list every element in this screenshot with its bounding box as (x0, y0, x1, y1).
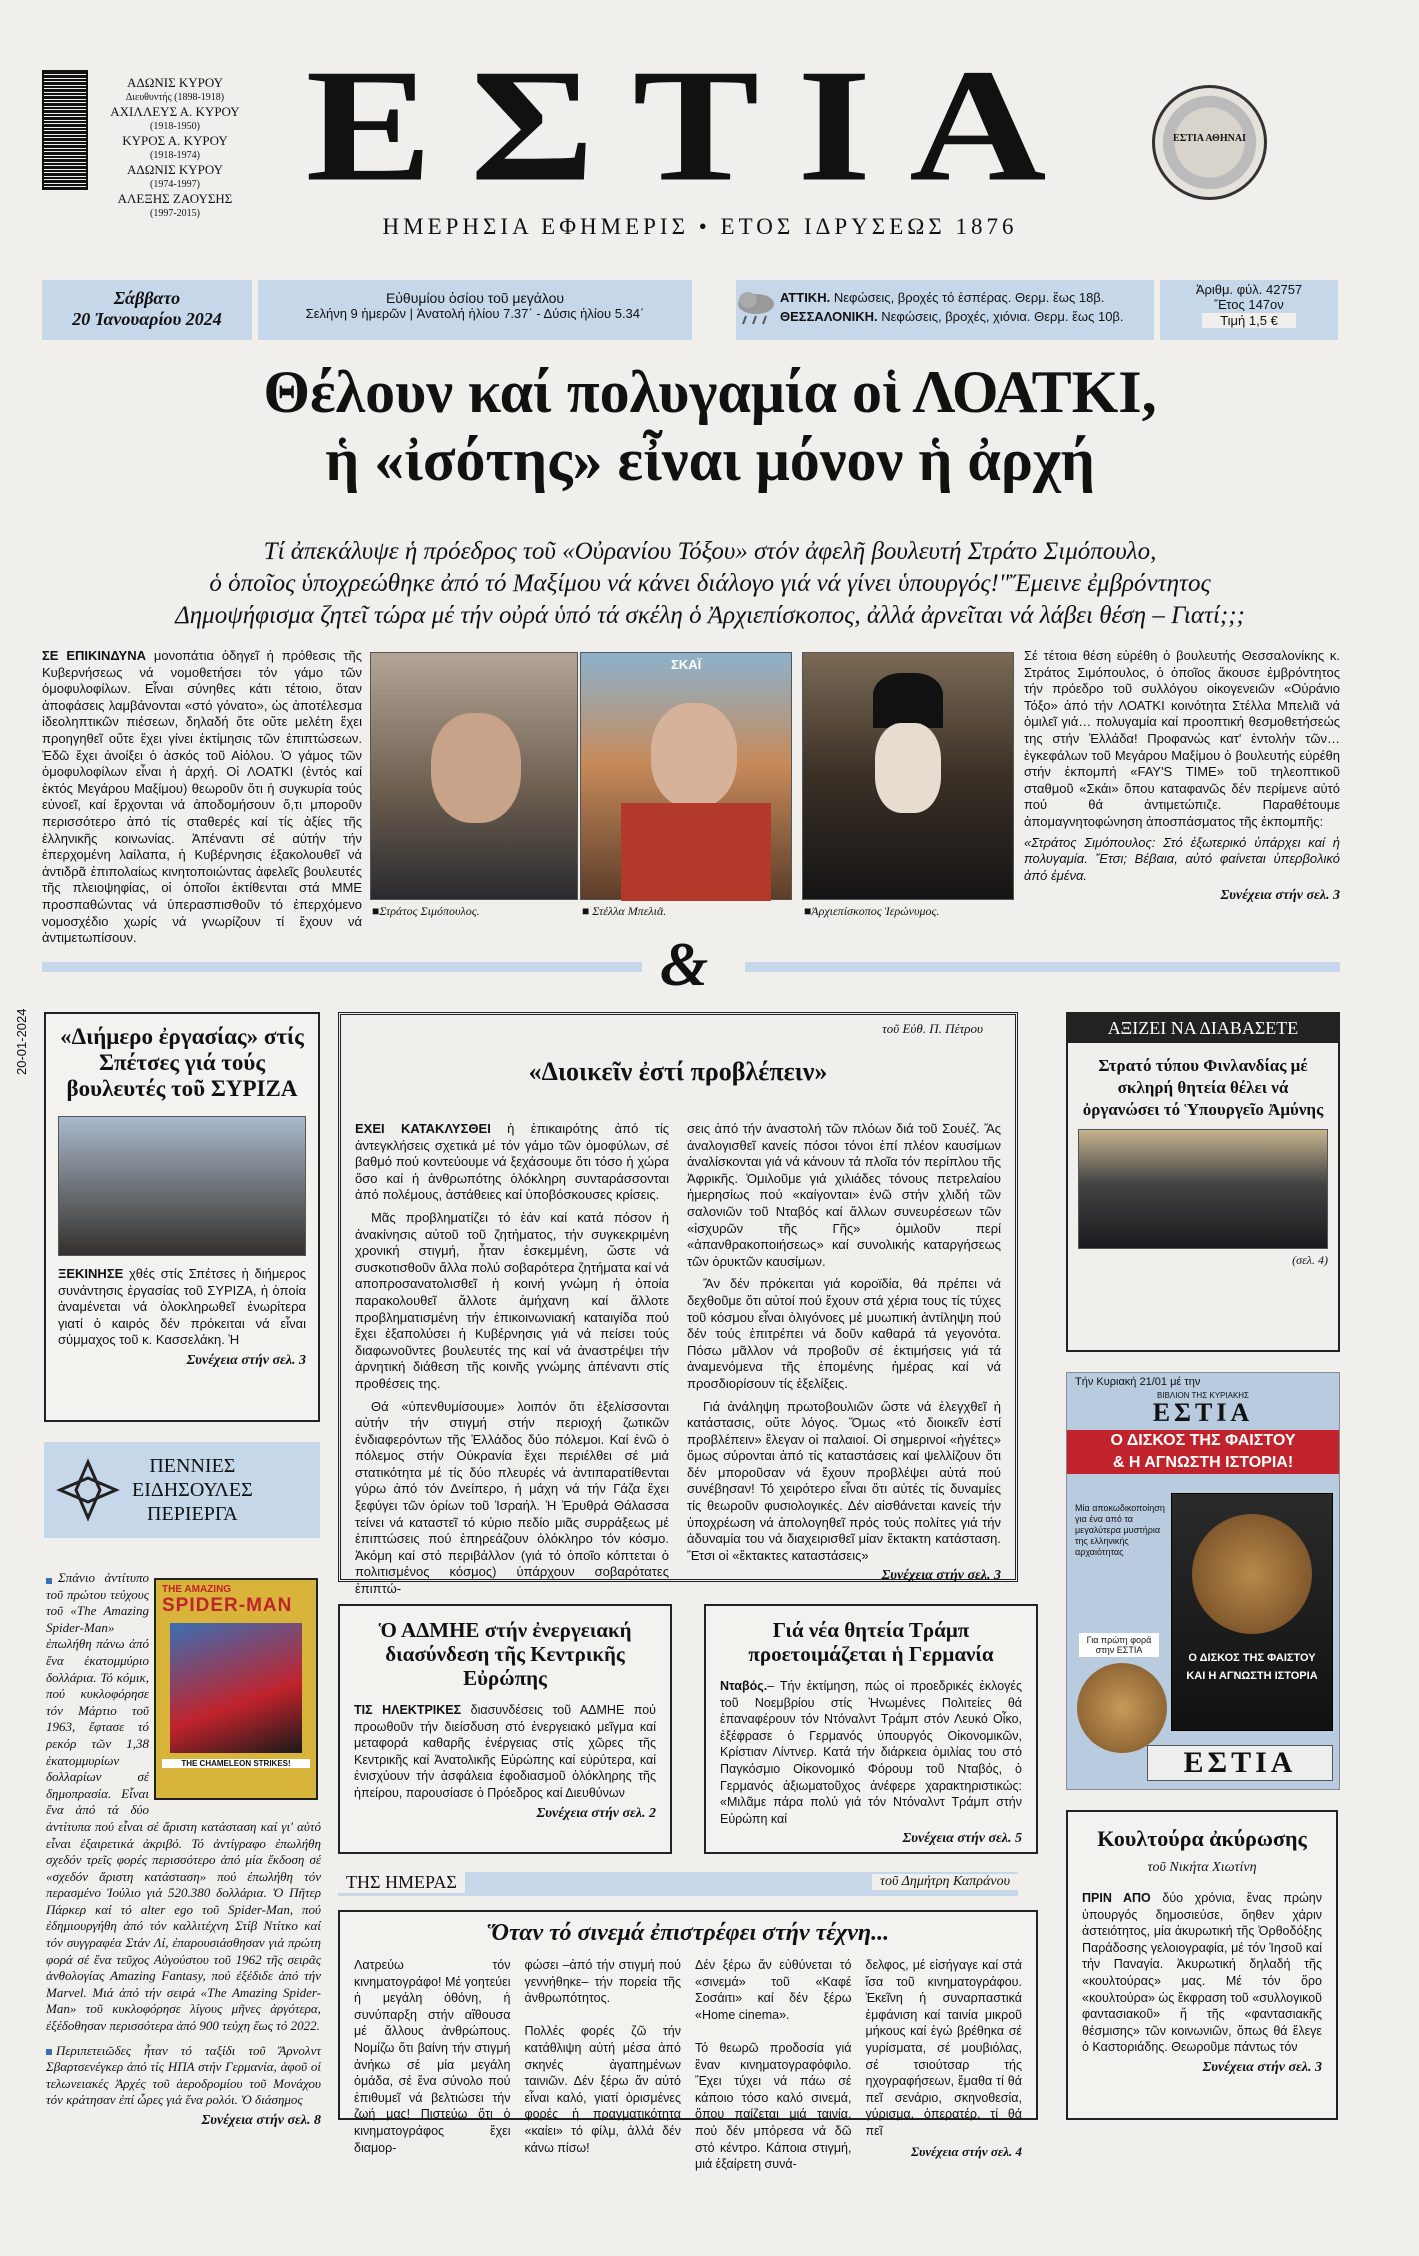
caption-ieronymos: ■Ἀρχιεπίσκοπος Ἱερώνυμος. (804, 904, 940, 918)
masthead-subtitle: ΗΜΕΡΗΣΙΑ ΕΦΗΜΕΡΙΣ • ΕΤΟΣ ΙΔΡΥΣΕΩΣ 1876 (382, 214, 1018, 239)
divider-right (745, 962, 1340, 972)
disc-image (1077, 1663, 1167, 1753)
promo-phaistos: Τήν Κυριακή 21/01 μέ την ΒΙΒΛΙΟΝ ΤΗΣ ΚΥΡΙΑΚΗΣ ΕΣΤΙΑ Ο ΔΙΣΚΟΣ ΤΗΣ ΦΑΙΣΤΟΥ & Η ΑΓΝΩΣΤΗ ΙΣΤΟΡΙΑ! Μία αποκωδικοποίηση για ένα από τα μεγαλύτερα μυστήρια της ελληνικής αρχαιότητας Ο ΔΙΣΚΟΣ ΤΗΣ ΦΑΙΣΤΟΥ ΚΑΙ Η ΑΓΝΩΣΤΗ ΙΣΤΟΡΙΑ Για πρώτη φορά στην ΕΣΤΙΑ ΕΣΤΙΑ (1066, 1372, 1340, 1790)
ornament-icon (56, 1458, 120, 1522)
spetses-article: «Διήμερο ἐργασίας» στίς Σπέτσες γιά τούς βουλευτές τοῦ ΣΥΡΙΖΑ ΞΕΚΙΝΗΣΕ χθές στίς Σπέτσες ἡ διήμερος συνάντησις ἐργασίας τοῦ ΣΥΡΙΖΑ, ἡ ὁποία ἀναμένεται νά ὁλοκληρωθεῖ ἐνωρίτερα γιατί ὁ καιρός δέν πρόκειται νά εἶναι σύμμαχος τοῦ κ. Κασσελάκη. Ἡ Συνέχεια στήν σελ. 3 (44, 1012, 320, 1422)
photo-ministry (1078, 1129, 1328, 1249)
trump-article: Γιά νέα θητεία Τράμπ προετοιμάζεται ἡ Γερμανία Νταβός.– Τήν ἐκτίμηση, πώς οἱ προεδρικές ἐκλογές τοῦ Νοεμβρίου στίς Ἡνωμένες Πολιτείες θά ἐπαναφέρουν τόν Ντόναλντ Τράμπ στόν Λευκό Οἶκο, ἐξέφρασε ὁ Γερμανός ὑπουργός Οἰκονομικῶν, Κρίστιαν Λίντνερ. Κατά τήν διάρκεια ὁμιλίας του στό Παγκόσμιο Οἰκονομικό Φόρουμ τοῦ Νταβός, ὁ Γερμανός ἀξιωματοῦχος ἀνέφερε χαρακτηριστικώς: «Μιλᾶμε πάρα πολύ γιά τόν Ντόναλντ Τράμπ στήν Εὐρώπη καί Συνέχεια στήν σελ. 5 (704, 1604, 1038, 1854)
cloud-rain-icon (734, 288, 780, 328)
spiderman-text: Σπάνιο ἀντίτυπο τοῦ πρώτου τεύχους τοῦ «The Amazing Spider-Man» ἐπωλήθη πάνω ἀπό ἕνα ἑκατομμύριο δολλάρια. Τό κόμικ, πού κυκλοφόρησε τόν Μάρτιο τοῦ 1963, ἔφτασε τό ρεκόρ τῶν 1,38 ἑκατομμυρίων δολλαρίων σέ δημοπρασία. Εἶναι ἕνα ἀπό τά δύο ἀντίτυπα πού εἶναι σέ ἄριστη κατάσταση καί γι' αὐτό εἶναι ἐξαιρετικά ἀκριβό. Τό ἀντίγραφο ἐπωλήθη σχεδόν τρεῖς φορές περισσότερο ἀπό μία ἔκδοση σέ «σχεδόν ἄριστη κατάσταση» πού ἐπωλήθη τόν περασμένο Ἰούλιο γιά 520.380 δολλάρια. Ὁ Πῆτερ Πάρκερ καί τό alter ego τοῦ Spider-Man, πού ἐδημιουργήθη ἀπό τόν καλλιτέχνη Στίβ Ντίτκο καί τόν συγγραφέα Στάν Λί, ἐπαρουσιάσθησαν γιά πρώτη φορά σέ ἕνα τεῦχος Αὐγούστου τοῦ 1962 τῆς σειρᾶς ἀνθολογίας Amazing Fantasy, πού ἐξέδιδε ἀπό τήν Marvel. Μιά ἀπό τήν σειρά «The Amazing Spider-Man» τοῦ κυκλοφόρησε λίγους μῆνες ἀργότερα, ἐξέδοθησαν περισσότερα ἀπό 900 τεύχη ἕως τό 2022. Περιπετειῶδες ἦταν τό ταξίδι τοῦ Ἄρνολντ Σβαρτσενέγκερ ἀπό τίς ΗΠΑ στήν Γερμανία, ἀφοῦ οἱ τελωνειακές Ἀρχές τοῦ ἀεροδρομίου τοῦ Μονάχου τόν κράτησαν ἐπί ὧρες γιά ἕνα ρολόι. Ὁ διάσημος Συνέχεια στήν σελ. 8 (46, 1570, 321, 2128)
lead-left-column: ΣΕ ΕΠΙΚΙΝΔΥΝΑ μονοπάτια ὁδηγεῖ ἡ πρόθεσις τῆς Κυβερνήσεως νά νομοθετήσει τόν γάμο τῶν ὁμοφυλοφίλων. Εἶναι σύνηθες κάτι τέτοιο, ὅταν ἀποφάσεις λαμβάνονται «στό γόνατο», ὡς ἀποτέλεσμα ἰδεοληπτικῶν πιέσεων, δηλαδή ὅτε οὔτε μελέτη ἔχει προηγηθεῖ οὔτε ἔχει γίνει ἐκτίμησις τῶν ἐπιπτώσεων. Ἐδῶ ἔχει ἀνοίξει ὁ ἀσκός τοῦ Αἰόλου. Ὁ γάμος τῶν ὁμοφυλοφίλων εἶναι ἡ ἀρχή. Οἱ ΛΟΑΤΚΙ (ἐντός καί ἐκτός Μεγάρου Μαξίμου) θεωροῦν ὅτι ἡ συγκυρία τούς εὐνοεῖ, καί ἔρχονται νά ἀποδομήσουν ὅ,τι μποροῦν περισσότερο ἀπό τίς σταθερές καί τίς ἀξίες τῆς ἑλληνικῆς κοινωνίας. Ἀπέναντι σέ αὐτήν τήν ἐπερχομένη λαίλαπα, ἡ Κυβέρνησις ἐξακολουθεῖ νά ἀντιδρᾶ ἐπιπολαίως κινητοποιώντας ἀφελεῖς βουλευτές τῆς πλειοψηφίας, οἱ ὁποῖοι ἐκτίθενται στά ΜΜΕ προσπαθώντας νά ὑπερασπισθοῦν τό ἐπερχόμενο νομοσχέδιο χωρίς νά γνωρίζουν τί ἔχουν νά ἀντιμετωπίσουν. (42, 648, 362, 946)
side-date: 20-01-2024 (14, 1008, 29, 1075)
masthead-title: ΕΣΤΙΑ (305, 36, 1085, 216)
editorial-box: τοῦ Εὐθ. Π. Πέτρου «Διοικεῖν ἐστί προβλέπειν» ΕΧΕΙ ΚΑΤΑΚΛΥΣΘΕΙ ἡ ἐπικαιρότης ἀπό τίς ἀντεγκλήσεις σχετικά μέ τόν γάμο τῶν ὁμοφύλων, σέ βαθμό πού κοντεύουμε νά ξεχάσουμε ὅτι τόσο ἡ χώρα ὅσο καί ἡ ἀνθρωπότης ὁλόκληρη συνταράσσονται ἀπό πολέμους, ἀστάθειες καί ὑποβόσκουσες κρίσεις. Μᾶς προβληματίζει τό ἐάν καί κατά πόσον ἡ ἀνακίνησις αὐτοῦ τοῦ ζητήματος, τήν συγκεκριμένη χρονική στιγμή, ἦταν ἐσκεμμένη, ὥστε νά συσκοτισθοῦν ἄλλα πολύ σοβαρότερα ζητήματα καί νά αποπροσανατολισθεῖ ἡ κοινή γνώμη ἡ ὁποία παρακολουθεῖ ἄλλοτε ἀμήχανη καί ἄλλοτε προβληματισμένη τήν ἐπικοινωνιακή καταιγίδα πού ἔχει ἐξαπολύσει ἡ Κυβέρνησις γιά νά πείσει τούς διαφωνοῦντες βουλευτές της καί νά ἀναστρέψει τήν ἀρνητική διάθεση τῆς κοινῆς γνώμης ἀπέναντι στίς προθέσεις της. Θά «ὑπενθυμίσουμε» λοιπόν ὅτι ἐξελίσσονται αὐτήν τήν στιγμή στήν περιοχή ζωτικῶν ἐνδιαφερόντων τῆς Ἑλλάδος δύο πόλεμοι. Καί ἐνῶ ὁ πόλεμος στήν Οὐκρανία ἔχει περιέλθει σέ μιά στατικότητα μέ τίς δύο πλευρές νά ἀντιπαρατίθενται γύρω ἀπό τόν Δνείπερο, ἡ μάχη νά τήν Γάζα ἔχει ξεφύγει τῶν ὁρίων τοῦ Ἰσραήλ. Ἡ Ἐρυθρά Θάλασσα τείνει νά καταστεῖ τό κύριο πεδίο μιᾶς συρράξεως μέ ἐπιπτώσεις πού ἐπηρεάζουν ὁλόκληρο τόν κόσμο. Ἀκόμη καί στό περιβάλλον (γιά τό ὁποῖο κόπτεται ὁ πολιτισμένος κόσμος) ὑπάρχουν σοβαρότατες ἐπιπτώ- σεις ἀπό τήν ἀναστολή τῶν πλόων διά τοῦ Σουέζ. Ἄς ἀναλογισθεῖ κανείς πόσοι τόνοι ἐπί πλέον καυσίμων ἀναλίσκονται γιά νά κάνουν τά πλοῖα τόν περίπλου τῆς Ἀφρικῆς. Ὁμιλοῦμε γιά χιλιάδες τόνους πετρελαίου ἡμερησίως πού «καίγονται» ἐνῶ στήν χλιδή τῶν σαλονιῶν τοῦ Νταβός καί ἄλλων συνευρέσεων τῶν «ἰσχυρῶν τῆς Γῆς» ὁμιλοῦν περί «ἀπανθρακοποιήσεως» καί συνολικής καταργήσεως τῶν ὀρυκτῶν καυσίμων. Ἄν δέν πρόκειται γιά κοροϊδία, θά πρέπει νά δεχθοῦμε ὅτι αὐτοί πού ἔχουν στά χέρια τους τίς τύχες τοῦ κόσμου εἶναι ὀλιγόνοες μέ μυωπική ἀντίληψη πού δέν τούς ἐπιτρέπει νά δοῦν καθαρά τά γεγονότα. Πόσω μᾶλλον νά προβοῦν σέ ἐκτιμήσεις γιά τά ἀναμενόμενα τῆς ἐπομένης ἡμέρας καί νά προσδιορίσουν τίς ἐξελίξεις. Γιά ἀνάληψη πρωτοβουλιῶν ὥστε νά ἐλεγχθεῖ ἡ κατάστασις, οὔτε λόγος. Ὅμως «τό διοικεῖν ἐστί προβλέπειν» ἔλεγαν οἱ παλαιοί. Οἱ σημερινοί «ἡγέτες» ὅμως σύρονται ἀπό τίς καταστάσεις καί ψελλίζουν ὅτι δέν μποροῦσαν νά ἔχουν προβλέψει αὐτά πού συνέβησαν! Τό χειρότερο εἶναι ὅτι αὐτές τίς δυναμίες τίς θεωροῦν φυσιολογικές. Δέν αἰσθάνεται κανείς τήν ὑποχρέωση νά ἀπολογηθεῖ πρός τούς πολίτες γιά τήν ἀδυναμία του νά διαχειρισθεῖ μίαν ἔκτακτη κατάσταση. Ἔτσι οἱ «ἔκτακτες καταστάσεις» Συνέχεια στήν σελ. 3 (338, 1012, 1018, 1582)
ampersand-ornament: & (660, 931, 709, 999)
seal-logo: ΕΣΤΙΑ ΑΘΗΝΑΙ (1152, 85, 1267, 200)
lead-deck: Τί ἀπεκάλυψε ἡ πρόεδρος τοῦ «Οὐρανίου Τόξου» στόν ἀφελῆ βουλευτή Στράτο Σιμόπουλο, ὁ ὁποῖος ὑποχρεώθηκε ἀπό τό Μαξίμου νά κάνει διάλογο γιά νά γίνει ὑπουργός!"Ἔμεινε ἐμβρόντητος Δημοψήφισμα ζητεῖ τώρα μέ τήν οὐρά ὑπό τά σκέλη ὁ Ἀρχιεπίσκοπος, ἀλλά ἀρνεῖται νά λάβει θέση – Γιατί;;; (175, 538, 1245, 629)
photo-simopoulos (370, 652, 578, 900)
info-saint-box: Εὐθυμίου ὁσίου τοῦ μεγάλου Σελήνη 9 ἡμερῶν | Ἀνατολή ἡλίου 7.37΄ - Δύσις ἡλίου 5.34΄ (258, 280, 692, 340)
tis-imeras-bar: ΤΗΣ ΗΜΕΡΑΣ τοῦ Δημήτρη Καπράνου (338, 1872, 1018, 1896)
photo-mpelia: ΣΚΑΪ (580, 652, 792, 900)
lead-right-column: Σέ τέτοια θέση εὑρέθη ὁ βουλευτής Θεσσαλονίκης κ. Στράτος Σιμόπουλος, ὁ ὁποῖος ἄκουσε ἐμβρόντητος τήν πρόεδρο τοῦ συλλόγου οἰκογενειῶν «Οὐράνιο Τόξο» ἀπό τήν ΛΟΑΤΚΙ κοινότητα Στέλλα Μπελιᾶ νά ὁμιλεῖ γιά… πολυγαμία καί προοπτική θεσμοθετήσεώς της στήν Ἑλλάδα! Προφανώς κατ' ἐντολήν τῶν… ἐγκεφάλων τοῦ Μεγάρου Μαξίμου ὁ βουλευτής εὑρέθη στήν ἐκπομπή «FAY'S TIME» τοῦ τηλεοπτικοῦ σταθμοῦ «Σκάι» ὅπου καταφανῶς δέν περίμενε αὐτό πού θά ἀντιμετώπιζε. Παραθέτουμε ἀπομαγνητοφώνηση ἀποσπάσματος τῆς ἐκπομπῆς: «Στράτος Σιμόπουλος: Στό ἐξωτερικό ὑπάρχει καί ἡ πολυγαμία. Ἔτσι; Βέβαια, αὐτό φαίνεται ὑπερβολικό ἀπό ἐμένα. Συνέχεια στήν σελ. 3 (1024, 648, 1340, 904)
barcode (42, 70, 88, 190)
admie-article: Ὁ ΑΔΜΗΕ στήν ἐνεργειακή διασύνδεση τῆς Κεντρικῆς Εὐρώπης ΤΙΣ ΗΛΕΚΤΡΙΚΕΣ διασυνδέσεις τοῦ ΑΔΜΗΕ πού προωθοῦν τήν διείσδυση στό ἐνεργειακό μεῖγμα καί μεταφορά καθαρῆς ἐνέργειας στίς χῶρες τῆς Κεντρικῆς καί Ἀνατολικῆς Εὐρώπης καί εὐρύτερα, καί ἐνισχύουν τήν ἀσφάλεια ἐφοδιασμοῦ ὁλόκληρης τῆς ἠπείρου, παρουσίασε ὁ Πρόεδρος καί Διευθύνων Συνέχεια στήν σελ. 2 (338, 1604, 672, 1854)
info-weather-box: ΑΤΤΙΚΗ. Νεφώσεις, βροχές τό ἑσπέρας. Θερμ. ἕως 18β. ΘΕΣΣΑΛΟΝΙΚΗ. Νεφώσεις, βροχές, χιόνια. Θερμ. ἕως 10β. (736, 280, 1154, 340)
spiderman-cover: THE AMAZING SPIDER-MAN THE CHAMELEON STRIKES! (154, 1578, 318, 1800)
founders-list: ΑΔΩΝΙΣ ΚΥΡΟΥ Διευθυντής (1898-1918) ΑΧΙΛΛΕΥΣ Α. ΚΥΡΟΥ (1918-1950) ΚΥΡΟΣ Α. ΚΥΡΟΥ (1918-1974) ΑΔΩΝΙΣ ΚΥΡΟΥ (1974-1997) ΑΛΕΞΗΣ ΖΑΟΥΣΗΣ (1997-2015) (110, 75, 240, 219)
pennies-header: ΠΕΝΝΙΕΣ ΕΙΔΗΣΟΥΛΕΣ ΠΕΡΙΕΡΓΑ (44, 1442, 320, 1538)
photo-spetses (58, 1116, 306, 1256)
info-date-box: Σάββατο 20 Ἰανουαρίου 2024 (42, 280, 252, 340)
photo-ieronymos (802, 652, 1014, 900)
divider-left (42, 962, 642, 972)
tis-imeras-article: Ὅταν τό σινεμά ἐπιστρέφει στήν τέχνη... Λατρεύω τόν κινηματογράφο! Μέ γοητεύει ἡ μεγάλη ὀθόνη, ἡ συνύπαρξη στήν αἴθουσα μέ ἄλλους ἀνθρώπους. Νομίζω ὅτι βαίνη τήν στιγμή ἀνήκω σέ μία μεγάλη ὁμάδα, σέ ἕνα σύνολο πού ἐπιθυμεῖ νά βελτιώσει τήν ζωή μας! Πιστεύω ὅτι ὁ κινηματογράφος ἔχει διαμορ- φώσει –ἀπό τήν στιγμή πού γεννήθηκε– τήν πορεία τῆς ἀνθρωπότητος. Πολλές φορές ζῶ τήν κατάθλιψη αὐτή μέσα ἀπό σκηνές ἀγαπημένων ταινιῶν. Δέν ξέρω ἄν αὐτό εἶναι καλό, γιατί ὁρισμένες φορές ἡ πραγματικότητα «καίει» τό φίλμ, ἀλλά δέν κάνω πίσω! Δέν ξέρω ἄν εὐθύνεται τό «σινεμά» τοῦ «Καφέ Σοσάιτι» καί δέν ξέρω «Home cinema». Τό θεωρῶ προδοσία γιά ἕναν κινηματογραφόφιλο. Ἔχει τύχει νά πάω σέ κάποιο τόσο καλό σινεμά, ὅπου παίζεται μιά ταινία, πού δέν μπόρεσα νά δῶ στό κέντρο. Κάποια στιγμή, μιά ἐξαίρετη συνά- δελφος, μέ εἰσήγαγε καί στά ἴσα τοῦ κινηματογράφου. Ἐκεῖνη ἡ συναρπαστικά ἐμφάνιση καί ταινία μικροῦ μήκους καί ἐγώ βρέθηκα σέ γυρίσματα, σέ μουβιόλας, σέ τσιούτσαρ τής ηχογραφήσεων, ἔμαθα τί θά πεῖ σενάριο, σκηνοθεσία, γύρισμα, ὀπερατέρ, τί θά πεῖ Συνέχεια στήν σελ. 4 (338, 1910, 1038, 2120)
caption-mpelia: ■ Στέλλα Μπελιᾶ. (582, 904, 667, 918)
caption-simopoulos: ■Στράτος Σιμόπουλος. (372, 904, 480, 918)
phaistos-book: Ο ΔΙΣΚΟΣ ΤΗΣ ΦΑΙΣΤΟΥ ΚΑΙ Η ΑΓΝΩΣΤΗ ΙΣΤΟΡΙΑ (1171, 1493, 1333, 1731)
koultoura-article: Κουλτούρα ἀκύρωσης τοῦ Νικήτα Χιωτίνη ΠΡΙΝ ΑΠΟ δύο χρόνια, ἕνας πρώην ὑπουργός δημοσιεύσε, ὅηθεν χάριν ἀστειότητος, μία ἀκυρωτική τῆς Ὀρθοδόξης Παράδοσης γελοιογραφία, μέ τόν Ἰησοῦ καί τήν Παναγία. Ἀκυρωτική δηλαδή τῆς «κουλτούρας» μας. Μέ τόν ὅρο «κουλτούρα» ὡς ἔκφραση τοῦ «συλλογικοῦ φαντασιακοῦ» ἤ τῆς «φαντασιακῆς θέσμισης» τῶν κοινωνιῶν, ὅπως θά ἔλεγε ὁ Καστοριάδης. Θεωροῦμε πάντως τόν Συνέχεια στήν σελ. 3 (1066, 1810, 1338, 2120)
worth-reading-box: ΑΞΙΖΕΙ ΝΑ ΔΙΑΒΑΣΕΤΕ Στρατό τύπου Φινλανδίας μέ σκληρή θητεία θέλει νά ὀργανώσει τό Ὑπουργεῖο Ἀμύνης (σελ. 4) (1066, 1012, 1340, 1352)
info-issue-box: Ἀριθμ. φύλ. 42757 Ἔτος 147ον Τιμή 1,5 € (1160, 280, 1338, 340)
lead-headline: Θέλουν καί πολυγαμία οἱ ΛΟΑΤΚΙ, ἡ «ἰσότης» εἶναι μόνον ἡ ἀρχή (263, 359, 1157, 493)
bullet-icon-2 (46, 2049, 52, 2055)
